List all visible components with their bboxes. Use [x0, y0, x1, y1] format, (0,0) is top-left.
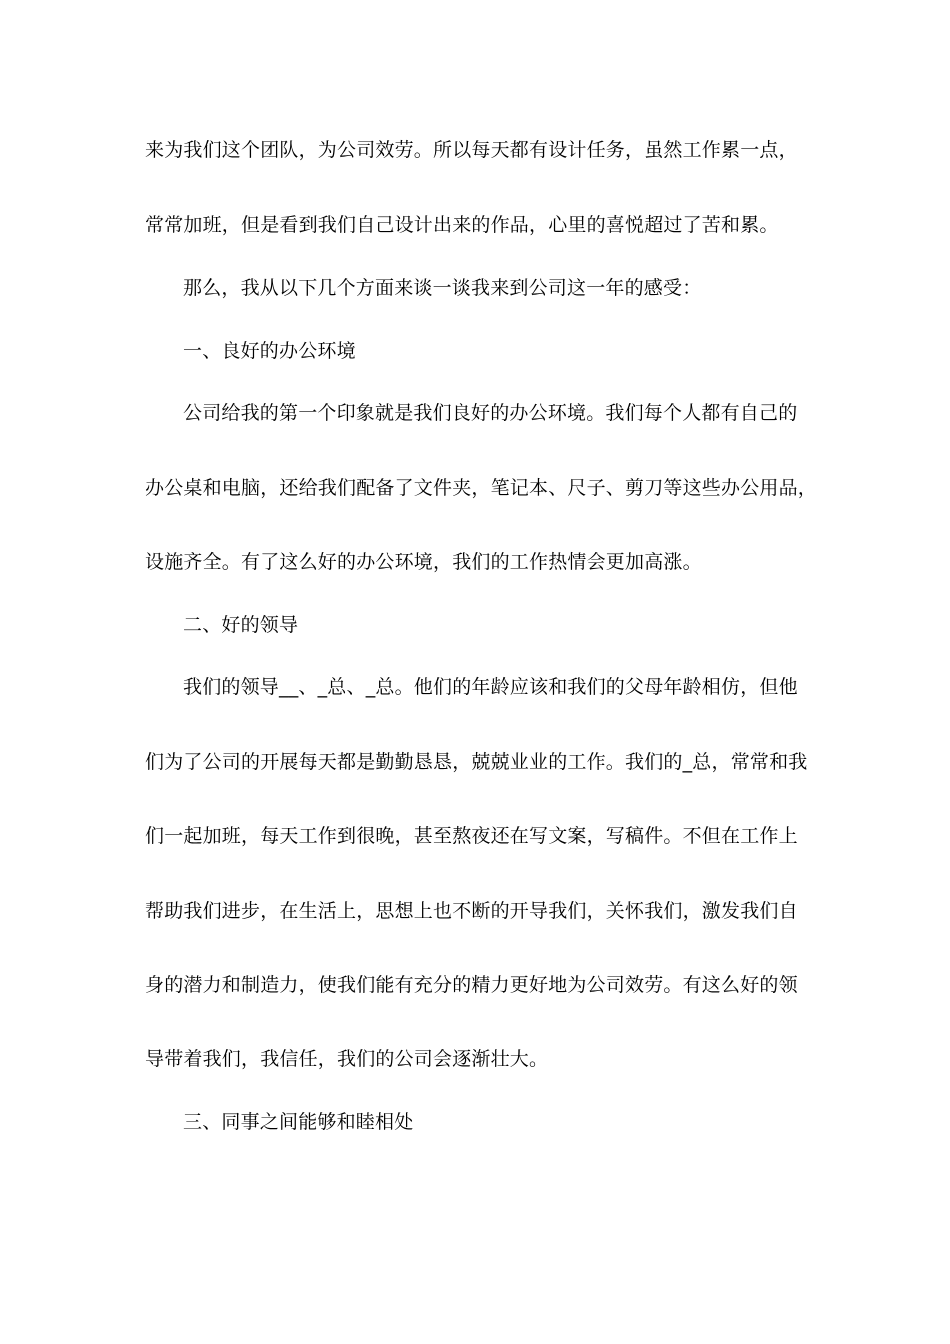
- section-heading-1: 一、良好的办公环境: [183, 340, 356, 362]
- paragraph-line: 常常加班，但是看到我们自己设计出来的作品，心里的喜悦超过了苦和累。: [145, 214, 779, 236]
- section-heading-3: 三、同事之间能够和睦相处: [183, 1111, 414, 1133]
- paragraph-line: 们一起加班，每天工作到很晚，甚至熬夜还在写文案，写稿件。不但在工作上: [145, 825, 798, 847]
- paragraph-line: 帮助我们进步，在生活上，思想上也不断的开导我们，关怀我们，激发我们自: [145, 900, 798, 922]
- paragraph-line: 们为了公司的开展每天都是勤勤恳恳，兢兢业业的工作。我们的_总，常常和我: [145, 751, 808, 773]
- paragraph-line: 我们的领导__、_总、_总。他们的年龄应该和我们的父母年龄相仿，但他: [183, 676, 798, 698]
- paragraph-line: 来为我们这个团队，为公司效劳。所以每天都有设计任务，虽然工作累一点，: [145, 139, 798, 161]
- paragraph-line: 身的潜力和制造力，使我们能有充分的精力更好地为公司效劳。有这么好的领: [145, 974, 798, 996]
- paragraph-line: 那么，我从以下几个方面来谈一谈我来到公司这一年的感受：: [183, 277, 702, 299]
- paragraph-line: 公司给我的第一个印象就是我们良好的办公环境。我们每个人都有自己的: [183, 402, 798, 424]
- section-heading-2: 二、好的领导: [183, 614, 299, 636]
- paragraph-line: 导带着我们，我信任，我们的公司会逐渐壮大。: [145, 1048, 549, 1070]
- paragraph-line: 设施齐全。有了这么好的办公环境，我们的工作热情会更加高涨。: [145, 551, 702, 573]
- paragraph-line: 办公桌和电脑，还给我们配备了文件夹，笔记本、尺子、剪刀等这些办公用品，: [145, 477, 818, 499]
